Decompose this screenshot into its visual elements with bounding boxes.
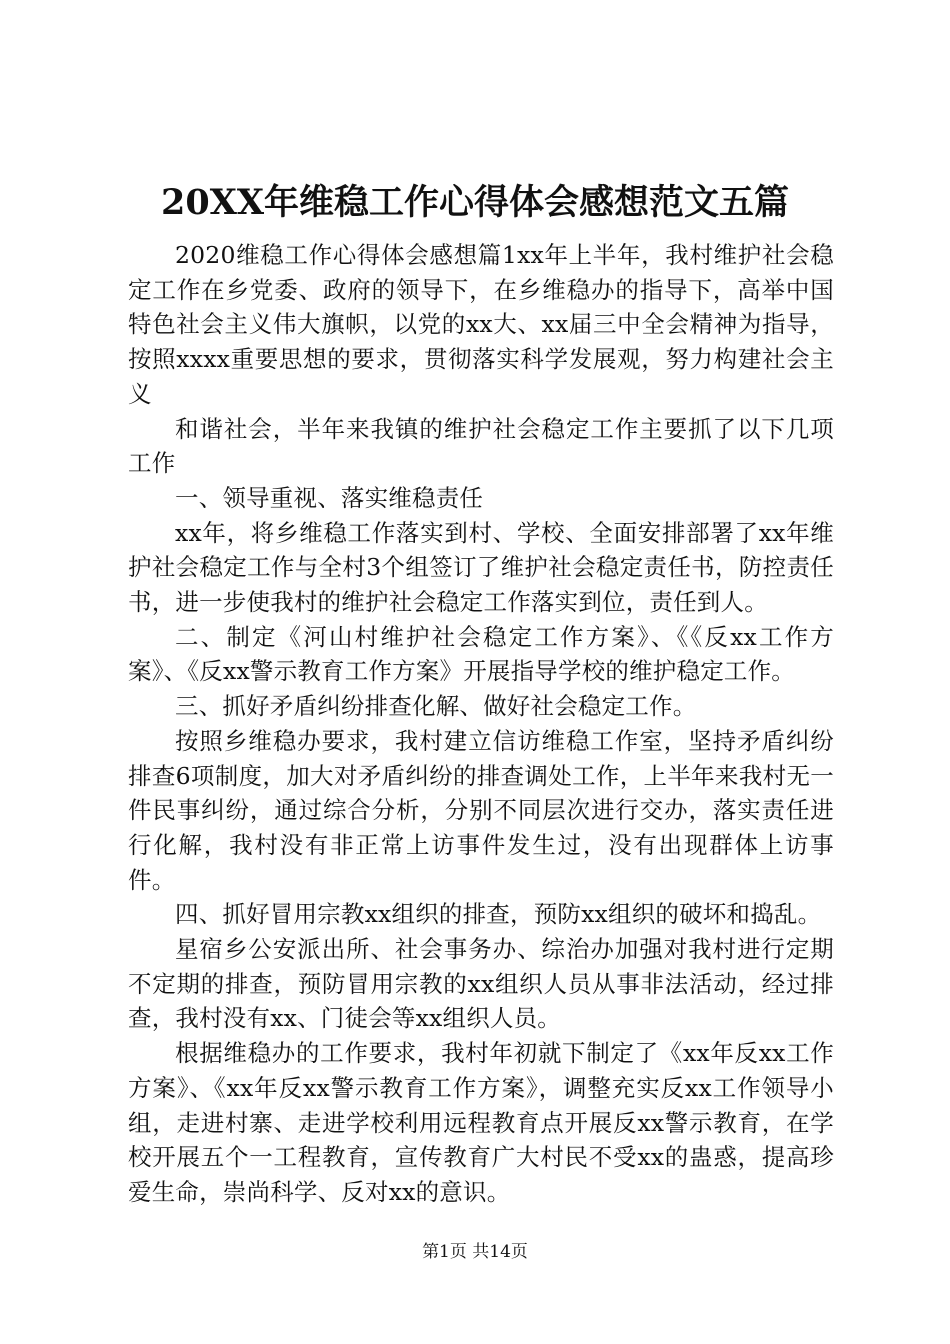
paragraph: 和谐社会，半年来我镇的维护社会稳定工作主要抓了以下几项工作 (128, 414, 834, 478)
paragraph: 2020维稳工作心得体会感想篇1xx年上半年，我村维护社会稳定工作在乡党委、政府的领导下，在乡维稳办的指导下，高举中国特色社会主义伟大旗帜，以党的xx大、xx届三中全会精神为指导，按照xxxx重要思想的要求，贯彻落实科学发展观，努力构建社会主义 (128, 241, 834, 408)
page-number: 第1页 共14页 (422, 1242, 528, 1262)
section-heading: 二、制定《河山村维护社会稳定工作方案》、《《反xx工作方案》、《反xx警示教育工作方案》开展指导学校的维护稳定工作。 (128, 622, 834, 686)
section-heading: 一、领导重视、落实维稳责任 (175, 483, 484, 512)
paragraph: xx年，将乡维稳工作落实到村、学校、全面安排部署了xx年维护社会稳定工作与全村3个组签订了维护社会稳定责任书，防控责任书，进一步使我村的维护社会稳定工作落实到位，责任到人。 (128, 518, 834, 617)
section-heading: 四、抓好冒用宗教xx组织的排查，预防xx组织的破坏和捣乱。 (175, 900, 822, 929)
paragraph: 根据维稳办的工作要求，我村年初就下制定了《xx年反xx工作方案》、《xx年反xx警示教育工作方案》，调整充实反xx工作领导小组，走进村寨、走进学校利用远程教育点开展反xx警示教育，在学校开展五个一工程教育，宣传教育广大村民不受xx的蛊惑，提高珍爱生命，崇尚科学、反对xx的意识。 (128, 1039, 834, 1206)
paragraph: 星宿乡公安派出所、社会事务办、综治办加强对我村进行定期不定期的排查，预防冒用宗教的xx组织人员从事非法活动，经过排查，我村没有xx、门徒会等xx组织人员。 (128, 935, 834, 1033)
document-title: 20XX年维稳工作心得体会感想范文五篇 (160, 182, 790, 223)
document-body (128, 238, 834, 1210)
section-heading: 三、抓好矛盾纠纷排查化解、做好社会稳定工作。 (175, 692, 697, 721)
paragraph: 按照乡维稳办要求，我村建立信访维稳工作室，坚持矛盾纠纷排查6项制度，加大对矛盾纠纷的排查调处工作，上半年来我村无一件民事纠纷，通过综合分析，分别不同层次进行交办，落实责任进行化解，我村没有非正常上访事件发生过，没有出现群体上访事件。 (128, 726, 834, 894)
